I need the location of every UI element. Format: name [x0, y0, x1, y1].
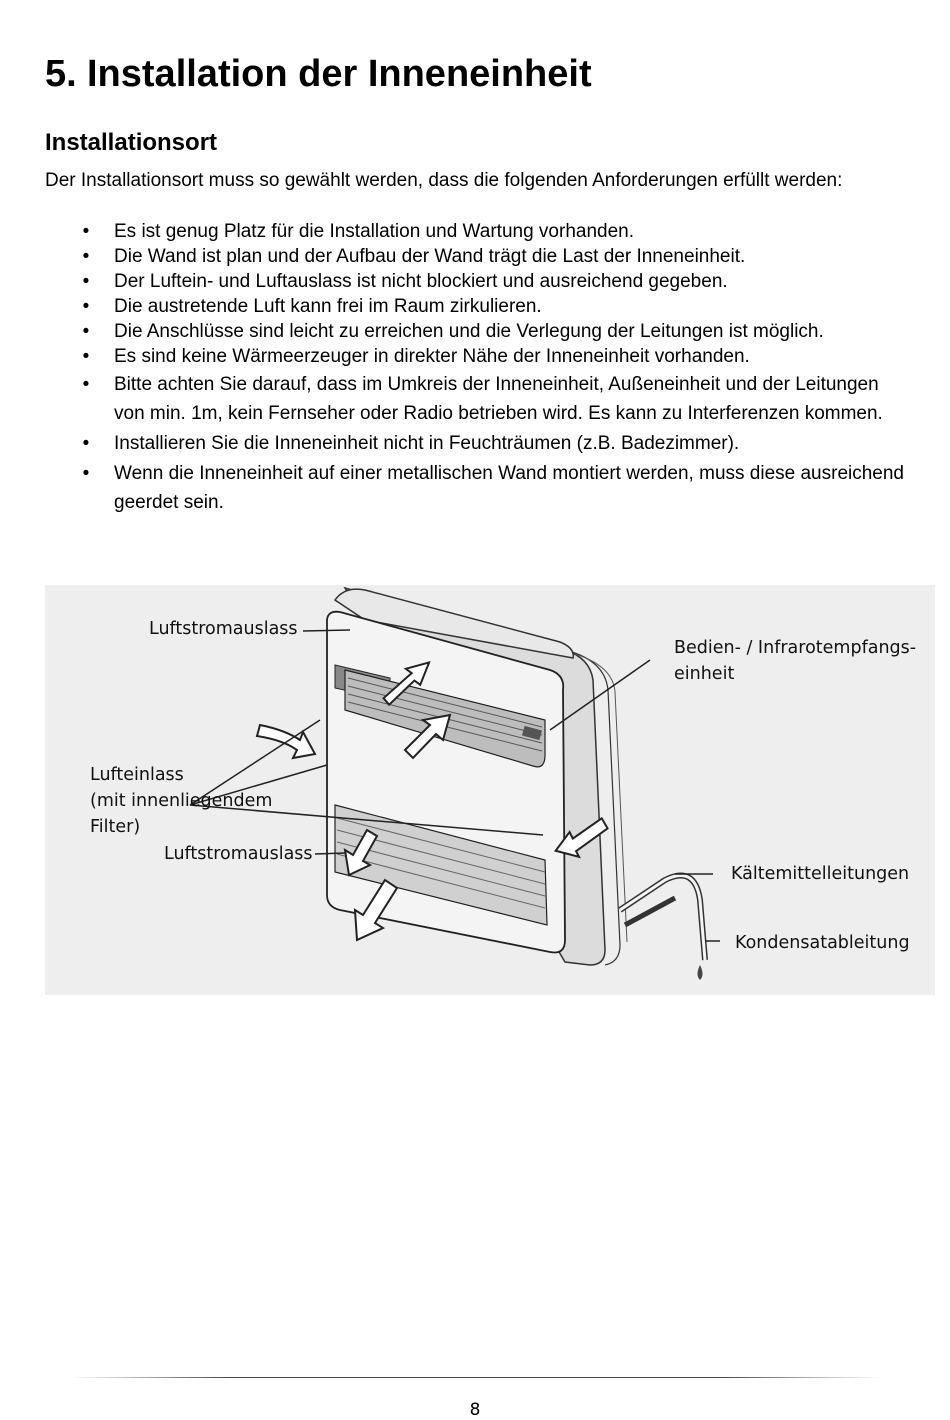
label-control-unit-line1: Bedien- / Infrarotempfangs-	[674, 638, 917, 658]
list-item-text: Es ist genug Platz für die Installation und Wartung vorhanden.	[114, 221, 634, 242]
section-number: 5.	[45, 53, 77, 95]
list-item-text: Bitte achten Sie darauf, dass im Umkreis der Inneneinheit, Außeneinheit und der Leitungen von min. 1m, kein Fernseher oder Radio betrieben wird. Es kann zu Interferenzen kommen.	[114, 374, 883, 424]
section-title: Installation der Inneneinheit	[87, 53, 592, 95]
bullet-icon: •	[82, 221, 90, 242]
label-control-unit-line2: einheit	[674, 664, 735, 684]
list-item	[0, 294, 904, 319]
list-item-text: Der Luftein- und Luftauslass ist nicht blockiert und ausreichend gegeben.	[114, 271, 728, 292]
label-air-outlet-bottom: Luftstromauslass	[164, 844, 313, 864]
list-item-text: Es sind keine Wärmeerzeuger in direkter Nähe der Inneneinheit vorhanden.	[114, 346, 750, 367]
list-item	[0, 370, 904, 428]
intro-paragraph: Der Installationsort muss so gewählt werden, dass die folgenden Anforderungen erfüllt werden:	[45, 170, 843, 191]
list-item	[0, 344, 904, 369]
label-air-inlet-line3: Filter)	[90, 817, 141, 837]
list-item-text: Die austretende Luft kann frei im Raum zirkulieren.	[114, 296, 542, 317]
list-item	[0, 429, 904, 458]
requirements-list	[0, 219, 940, 517]
indoor-unit-figure	[45, 580, 935, 1000]
label-air-inlet-line2: (mit innenliegendem	[90, 791, 273, 811]
bullet-icon: •	[82, 246, 90, 267]
list-item	[0, 459, 904, 517]
list-item-text: Installieren Sie die Inneneinheit nicht in Feuchträumen (z.B. Badezimmer).	[114, 433, 740, 454]
bullet-icon: •	[82, 433, 90, 454]
list-item-text: Die Anschlüsse sind leicht zu erreichen und die Verlegung der Leitungen ist möglich.	[114, 321, 824, 342]
list-item	[0, 244, 904, 269]
bullet-icon: •	[82, 296, 90, 317]
bullet-icon: •	[82, 346, 90, 367]
section-heading	[45, 50, 592, 98]
label-air-outlet-top: Luftstromauslass	[149, 619, 298, 639]
subsection-heading: Installationsort	[45, 129, 218, 156]
list-item	[0, 269, 904, 294]
label-air-inlet-line1: Lufteinlass	[90, 765, 184, 785]
list-item	[0, 319, 904, 344]
bullet-icon: •	[82, 271, 90, 292]
list-item-text: Wenn die Inneneinheit auf einer metallischen Wand montiert werden, muss diese ausreichend geerdet sein.	[114, 463, 905, 513]
bullet-icon: •	[82, 321, 90, 342]
bullet-icon: •	[82, 374, 90, 395]
list-item-text: Die Wand ist plan und der Aufbau der Wand trägt die Last der Inneneinheit.	[114, 246, 746, 267]
list-item	[0, 219, 904, 244]
label-condensate-drain: Kondensatableitung	[735, 933, 910, 953]
footer-divider	[70, 1377, 880, 1378]
page-number: 8	[469, 1400, 481, 1420]
bullet-icon: •	[82, 463, 90, 484]
label-refrigerant-lines: Kältemittelleitungen	[731, 864, 910, 884]
